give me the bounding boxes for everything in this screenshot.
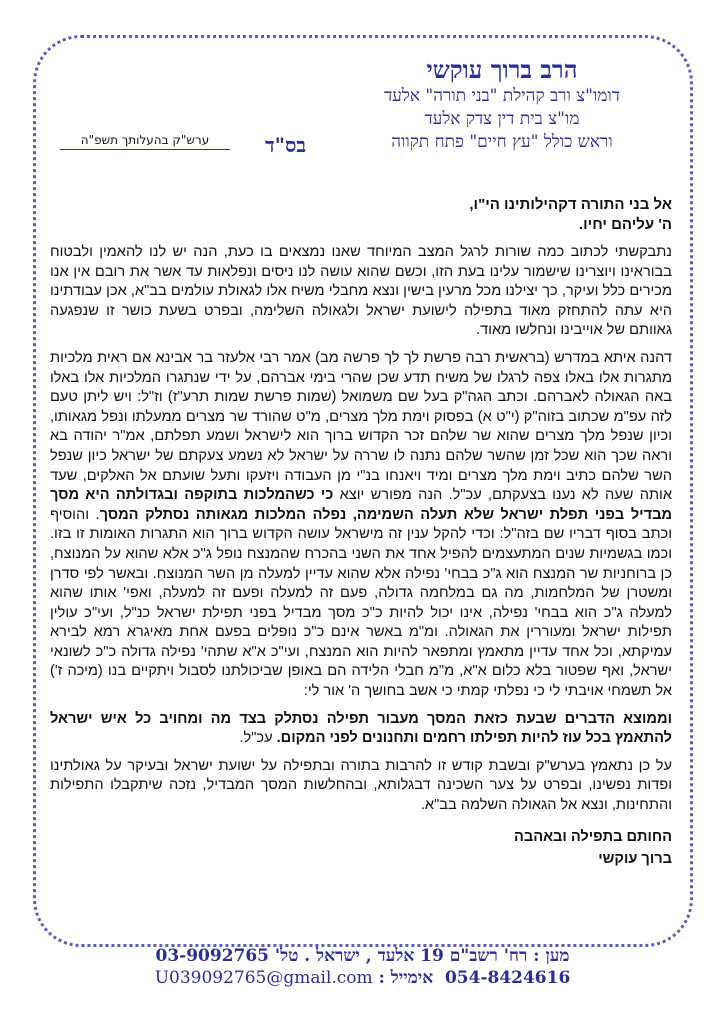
letterhead	[332, 55, 672, 154]
title-line-3: וראש כולל "עץ חיים" פתח תקווה	[391, 132, 613, 152]
paragraph-2-bold: כי כשהמלכות בתוקפה ובגדולתה היא מסך מבדיל בפני תפלת ישראל שלא תעלה השמימה, נפלה המלכות מגאותה נסתלק המסך	[50, 487, 673, 523]
footer-contact	[0, 945, 725, 989]
footer-address: מען : רח' רשב"ם 19 אלעד , ישראל . טל' 03-9092765	[155, 946, 570, 966]
signature	[50, 826, 672, 870]
footer-email-label: אימייל :	[378, 968, 434, 988]
paragraph-1: נתבקשתי לכתוב כמה שורות לרגל המצב המיוחד שאנו נמצאים בו כעת, הנה יש לנו להאמין ולבטוח בבוראינו ויוצרינו שישמור עלינו בעת הזו, וכשם שהוא עושה לנו ניסים ונפלאות עד אשר את רובם אין אנו מכירים כלל ועיקר, כך יצילנו מכל מרעין בישין ונצא מחבלי משיח אלו לגאולת עולמים בב"א, אכן עבודתינו היא עתה להתחזק מאוד בתפילה לישועת ישראל ולגאולה השלימה, ובפרט בשעת כושר זו שנפגעה גאוותם של אוייבינו ונחלשו מאוד.	[50, 244, 672, 339]
bsd-mark: בס"ד	[265, 133, 307, 157]
paragraph-2-text: דהנה איתא במדרש (בראשית רבה פרשת לך לך פרשה מב) אמר רבי אלעזר בר אבינא אם ראית מלכיות מתגרות אלו באלו צפה לרגלו של משיח תדע שכן שהרי בימי אברהם, על ידי שנתגרו המלכיות אלו באלו באה הגאולה לאברהם. וכתב הגה"ק בעל שם משמואל (שמות פרשת שמות תרע"ז) וז"ל: ויש ליתן טעם לזה עפ"מ שכתוב בזוה"ק (י"ט א) בפסוק וימת מלך מצרים, מ"ט שהורד שר מצרים ממעלתו ונפל מגאותו, וכיון שנפל מלך מצרים שהוא שר שלהם זכר הקדוש ברוך הוא לישראל ושמע תפלתם, אמ"ר יהודה בא וראה שכך הוא שכל זמן שהשר שלהם נתנה לו שררה על ישראל לא נשמע צעקתם של ישראל כיון שנפל השר שלהם כתיב וימת מלך מצרים ומיד ויאנחו בנ"י מן העבודה ויזעקו ותעל שועתם אל האלקים, שעד אותה שעה לא נענו בצעקתם, עכ"ל. הנה מפורש יוצא	[50, 349, 672, 504]
title-line-2: מו"צ בית דין צדק אלעד	[424, 109, 580, 129]
rabbi-name: הרב ברוך עוקשי	[426, 55, 578, 84]
paragraph-3-end: עכ"ל.	[239, 730, 277, 747]
paragraph-3-bold: וממוצא הדברים שבעת כזאת המסך מעבור תפילה נסתלק בצד מה ומחויב כל איש ישראל להתאמץ בכל עוז להיות תפילתו רחמים ותחנונים לפני המקום.	[50, 710, 672, 747]
title-line-1: דומו"צ ורב קהילת "בני תורה" אלעד	[384, 86, 620, 106]
paragraph-4: על כן נתאמץ בערש"ק ובשבת קודש זו להרבות בתורה ובתפילה על ישועת ישראל ובעיקר על גאולתינו ופדות נפשינו, ובפרט על צער השכינה דבגלותא, ובהחלשות המסך המבדיל, נזכה שיתקבלו התפילות והתחינות, ונצא אל הגאולה השלמה בב"א.	[50, 757, 672, 814]
footer-mobile: 054-8424616	[444, 968, 571, 988]
letter-body	[50, 195, 672, 870]
letter-date: ערש"ק בהעלותך תשפ"ה	[60, 133, 230, 150]
paragraph-2	[50, 349, 672, 702]
signature-closing: החותם בתפילה ובאהבה	[514, 828, 672, 845]
paragraph-3	[50, 710, 672, 749]
greeting-line-1: אל בני התורה דקהילותינו הי"ו,	[469, 196, 672, 213]
greeting-line-2: ה' עליהם יחיו.	[578, 216, 672, 233]
footer-email[interactable]: U039092765@gmail.com	[154, 968, 373, 988]
greeting	[50, 195, 672, 235]
paragraph-2-end: . והוסיף וכתב בסוף דבריו שם בזה"ל: וכדי להקל ענין זה מישראל עושה הקדוש ברוך הוא התגרות האומות זו בזו. וכמו בגשמיות שנים המתעצמים להפיל אחד את השני בהכרח שהמנצח נופל ג"כ אלא שהוא על המנוצח, כן ברוחניות שר המנצח הוא ג"כ בבחי' נפילה אלא שהוא עדיין למעלה מן השר המנוצח. ובאשר לפי סדרן ומשטרן של המלחמות, מה גם במלחמה גדולה, פעם זה למעלה ופעם זה למעלה, ואפי' אותו שהוא למעלה ג"כ הוא בבחי' נפילה, אינו יכול להיות כ"כ מסך מבדיל בפני תפילת ישראל כנ"ל, ועי"כ עולין תפילות ישראל ומעוררין את הגאולה. ומ"מ באשר אינם כ"כ נופלים בפעם אחת מאיגרא רמא לבירא עמיקתא, וכל אחד עדיין מתאמץ ומתפאר להיות הוא המנצח, ועי"כ א"א שתהי' נפילה גדולה כ"כ לשונאי ישראל, ואף שפטור בלא כלום א"א, מ"מ חבלי הלידה הם באופן שביכולתנו לסבול ויתקיים בנו (מיכה ז') אל תשמחי אויבתי לי כי נפלתי קמתי כי אשב בחושך ה' אור לי:	[50, 506, 672, 700]
signature-name: ברוך עוקשי	[598, 850, 672, 867]
footer-line-2	[0, 967, 725, 989]
